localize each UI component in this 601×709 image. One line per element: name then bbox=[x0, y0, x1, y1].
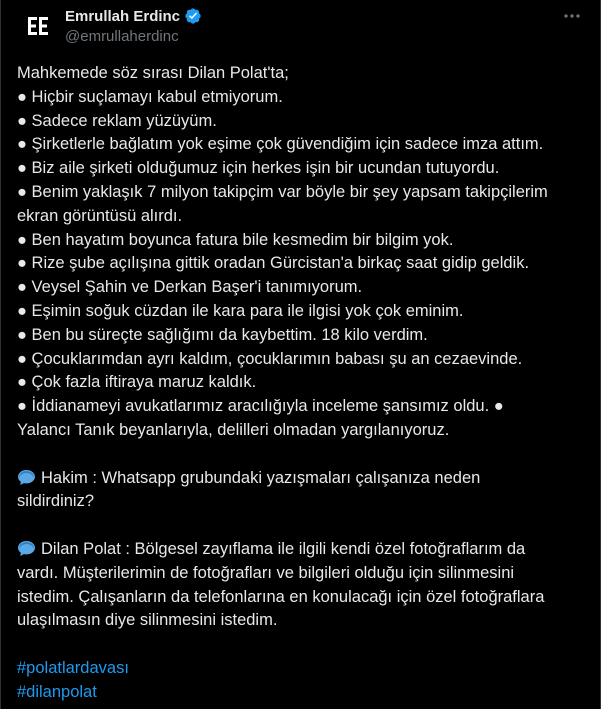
statement-line: Yalancı Tanık beyanlarıyla, delilleri olmadan yargılanıyoruz. bbox=[17, 420, 450, 439]
ee-logo-icon bbox=[27, 15, 49, 37]
statement-line: ● Eşimin soğuk cüzdan ile kara para ile ilgisi yok çok eminim. bbox=[17, 301, 464, 320]
paragraph-gap bbox=[17, 443, 589, 467]
intro-line: Mahkemede söz sırası Dilan Polat'ta; bbox=[17, 64, 289, 82]
judge-question-line: sildirdiniz? bbox=[17, 492, 95, 511]
tweet-header bbox=[17, 0, 584, 62]
hashtag-link[interactable]: #dilanpolat bbox=[17, 682, 97, 701]
speech-bubble-icon bbox=[17, 540, 36, 557]
display-name[interactable]: Emrullah Erdinc bbox=[65, 7, 181, 25]
author-handle[interactable]: @emrullaherdinc bbox=[65, 28, 179, 45]
more-horizontal-icon bbox=[563, 13, 581, 19]
statement-line: ● Çocuklarımdan ayrı kaldım, çocuklarımın babası şu an cezaevinde. bbox=[17, 349, 523, 368]
statement-line: ● Biz aile şirketi olduğumuz için herkes işin bir ucundan tutuyordu. bbox=[17, 159, 500, 178]
dilan-answer-line: istedim. Çalışanların da telefonlarına en konulacağı için özel fotoğraflara bbox=[17, 587, 545, 606]
statement-line: ● Rize şube açılışına gittik oradan Gürcistan'a birkaç saat gidip geldik. bbox=[17, 254, 530, 273]
statement-line: ● Ben bu süreçte sağlığımı da kaybettim. 18 kilo verdim. bbox=[17, 325, 428, 344]
more-options-button[interactable] bbox=[560, 6, 584, 26]
speech-bubble-icon bbox=[17, 469, 36, 486]
verified-badge-icon bbox=[184, 7, 202, 25]
paragraph-gap bbox=[17, 514, 589, 538]
paragraph-gap bbox=[17, 633, 589, 657]
display-name-row bbox=[65, 6, 202, 26]
statement-line: ekran görüntüsü alırdı. bbox=[17, 206, 183, 225]
tweet-text bbox=[17, 62, 589, 705]
dilan-answer-line bbox=[17, 538, 589, 562]
dilan-answer-line: ulaşılmasın diye silinmesini istedim. bbox=[17, 611, 278, 630]
statement-line: ● Veysel Şahin ve Derkan Başer'i tanımıyorum. bbox=[17, 278, 363, 297]
statement-line: ● İddianameyi avukatlarımız aracılığıyla inceleme şansımız oldu. ● bbox=[17, 397, 504, 416]
author-names bbox=[65, 6, 202, 45]
avatar[interactable] bbox=[18, 6, 58, 46]
statement-line: ● Şirketlerle bağlatım yok eşime çok güvendiğim için sadece imza attım. bbox=[17, 135, 544, 154]
statement-line: ● Hiçbir suçlamayı kabul etmiyorum. bbox=[17, 87, 283, 106]
hashtag-link[interactable]: #polatlardavası bbox=[17, 658, 129, 677]
dilan-answer-text: Dilan Polat : Bölgesel zayıflama ile ilgili kendi özel fotoğraflarım da bbox=[41, 539, 526, 558]
statement-line: ● Çok fazla iftiraya maruz kaldık. bbox=[17, 373, 257, 392]
statement-line: ● Ben hayatım boyunca fatura bile kesmedim bir bilgim yok. bbox=[17, 230, 454, 249]
judge-question-line bbox=[17, 467, 589, 491]
statement-line: ● Sadece reklam yüzüyüm. bbox=[17, 111, 217, 130]
statement-line: ● Benim yaklaşık 7 milyon takipçim var böyle bir şey yapsam takipçilerim bbox=[17, 182, 548, 201]
dilan-answer-line: vardı. Müşterilerimin de fotoğrafları ve bilgileri olduğu için silinmesini bbox=[17, 563, 515, 582]
judge-question-text: Hakim : Whatsapp grubundaki yazışmaları çalışanıza neden bbox=[41, 468, 481, 487]
